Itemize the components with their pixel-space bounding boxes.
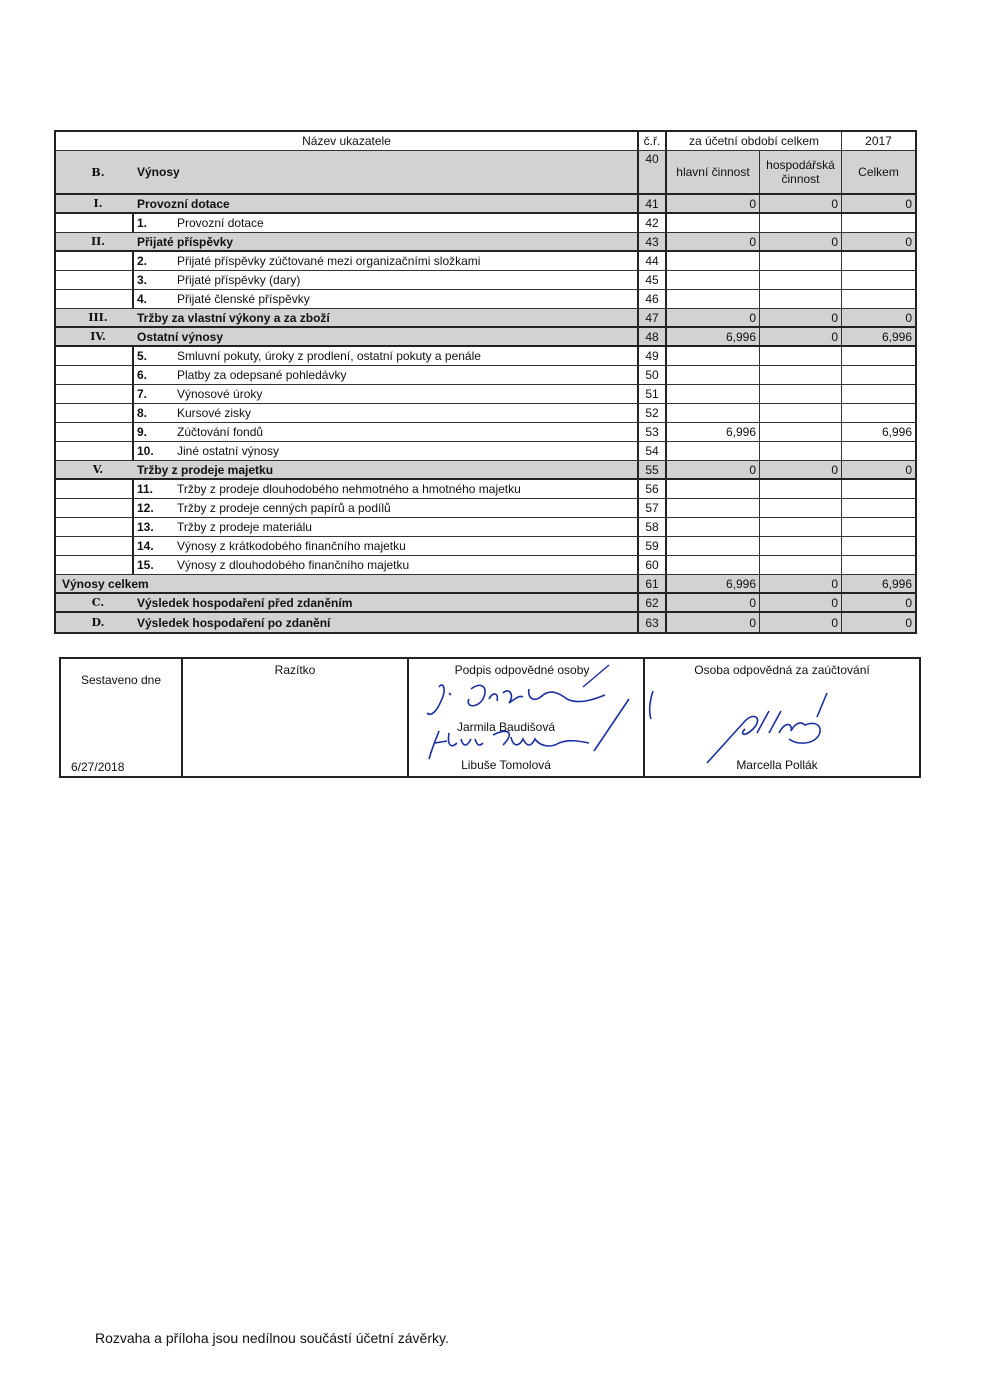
footer-note: Rozvaha a příloha jsou nedílnou součástí účetní závěrky. (95, 1330, 449, 1346)
row-label-cell (56, 518, 639, 536)
row-main-value (667, 537, 760, 555)
row-label-cell (56, 233, 639, 250)
revenue-table (54, 130, 917, 634)
row-main-value: 0 (667, 461, 760, 478)
row-main-value (667, 385, 760, 403)
accounting-column (645, 659, 919, 776)
table-row (56, 613, 915, 632)
signature-box (59, 657, 921, 778)
row-label-cell (56, 423, 639, 441)
row-number: 1. (137, 216, 148, 230)
stamp-label: Razítko (274, 663, 316, 677)
compiled-label: Sestaveno dne (80, 673, 162, 687)
section-header-row (56, 151, 915, 195)
row-econ-value (760, 480, 842, 498)
indent-blank (56, 499, 134, 517)
table-row (56, 271, 915, 290)
row-cr: 42 (639, 214, 667, 232)
row-number: 5. (137, 349, 148, 363)
row-econ-value: 0 (760, 461, 842, 478)
table-row (56, 290, 915, 309)
row-label-cell (56, 575, 639, 592)
compiled-column (61, 659, 183, 776)
row-label: Tržby z prodeje majetku (137, 462, 274, 477)
row-cr: 46 (639, 290, 667, 308)
row-label: Přijaté příspěvky zúčtované mezi organizačními složkami (177, 254, 481, 268)
row-label: Výnosy z krátkodobého finančního majetku (177, 539, 406, 553)
section-cr: 40 (639, 151, 667, 193)
row-label-cell (56, 594, 639, 611)
row-cr: 50 (639, 366, 667, 384)
indent-blank (56, 271, 134, 289)
row-code: C. (91, 596, 105, 609)
row-total-value (842, 556, 915, 574)
row-label-cell (56, 347, 639, 365)
row-label: Výnosové úroky (177, 387, 263, 401)
indent-blank (56, 537, 134, 555)
row-number: 12. (137, 501, 154, 515)
row-number: 10. (137, 444, 154, 458)
row-label-cell (56, 271, 639, 289)
table-row (56, 328, 915, 347)
table-row (56, 537, 915, 556)
row-label: Kursové zisky (177, 406, 252, 420)
row-label-cell (56, 537, 639, 555)
row-main-value (667, 252, 760, 270)
row-cr: 45 (639, 271, 667, 289)
row-econ-value (760, 214, 842, 232)
table-row (56, 423, 915, 442)
row-label: Tržby za vlastní výkony a za zboží (137, 310, 330, 325)
row-cr: 53 (639, 423, 667, 441)
responsible-label: Podpis odpovědné osoby (454, 663, 590, 677)
row-label: Zúčtování fondů (177, 425, 264, 439)
row-cr: 61 (639, 575, 667, 592)
row-label-cell (56, 442, 639, 460)
signature-pollak (645, 659, 915, 780)
responsible-person-2: Libuše Tomolová (461, 758, 551, 772)
row-label: Přijaté příspěvky (dary) (177, 273, 301, 287)
row-label: Výsledek hospodaření po zdanění (137, 615, 331, 630)
col-main-activity: hlavní činnost (667, 151, 760, 193)
row-econ-value: 0 (760, 328, 842, 345)
row-econ-value: 0 (760, 195, 842, 212)
row-main-value (667, 480, 760, 498)
section-title-cell (56, 151, 639, 193)
row-label-cell (56, 613, 639, 632)
row-main-value (667, 271, 760, 289)
row-cr: 41 (639, 195, 667, 212)
row-econ-value (760, 385, 842, 403)
indent-blank (56, 347, 134, 365)
row-label-cell (56, 309, 639, 326)
row-main-value (667, 404, 760, 422)
table-row (56, 556, 915, 575)
table-row (56, 347, 915, 366)
row-number: 2. (137, 254, 148, 268)
row-label-cell (56, 290, 639, 308)
header-name: Název ukazatele (56, 132, 639, 150)
row-label-cell (56, 556, 639, 574)
row-code: I. (93, 197, 103, 210)
row-label-cell (56, 404, 639, 422)
accounting-person: Marcella Pollák (736, 758, 818, 772)
indent-blank (56, 518, 134, 536)
row-total-value: 6,996 (881, 425, 912, 439)
table-row (56, 575, 915, 594)
table-row (56, 366, 915, 385)
table-row (56, 442, 915, 461)
row-label: Provozní dotace (137, 196, 230, 211)
row-label: Tržby z prodeje materiálu (177, 520, 312, 534)
row-econ-value: 0 (760, 233, 842, 250)
row-cr: 56 (639, 480, 667, 498)
row-econ-value (760, 404, 842, 422)
row-total-value (842, 499, 915, 517)
row-label: Ostatní výnosy (137, 329, 224, 344)
row-label-cell (56, 328, 639, 345)
row-econ-value (760, 366, 842, 384)
row-code: II. (90, 235, 106, 248)
header-period: za účetní období celkem (667, 132, 842, 150)
row-cr: 49 (639, 347, 667, 365)
indent-blank (56, 366, 134, 384)
row-main-value: 0 (667, 233, 760, 250)
accounting-label: Osoba odpovědná za zaúčtování (694, 663, 870, 677)
row-cr: 54 (639, 442, 667, 460)
row-number: 4. (137, 292, 148, 306)
row-total-value (842, 385, 915, 403)
row-label-cell (56, 214, 639, 232)
row-total-value: 0 (905, 310, 912, 325)
row-cr: 48 (639, 328, 667, 345)
table-row (56, 594, 915, 613)
row-number: 3. (137, 273, 148, 287)
row-econ-value (760, 423, 842, 441)
row-econ-value (760, 442, 842, 460)
row-econ-value: 0 (760, 575, 842, 592)
row-total-value (842, 214, 915, 232)
row-main-value: 6,996 (667, 423, 760, 441)
row-number: 6. (137, 368, 148, 382)
table-row (56, 309, 915, 328)
table-body (56, 195, 915, 632)
row-main-value (667, 442, 760, 460)
row-label-cell (56, 252, 639, 270)
section-code: B. (91, 165, 105, 179)
row-label: Jiné ostatní výnosy (177, 444, 280, 458)
row-econ-value (760, 347, 842, 365)
row-total-value (842, 347, 915, 365)
row-label-cell (56, 366, 639, 384)
header-year: 2017 (865, 134, 892, 148)
row-cr: 60 (639, 556, 667, 574)
row-main-value: 6,996 (667, 575, 760, 592)
row-econ-value: 0 (760, 309, 842, 326)
signature-tomolova (419, 659, 639, 780)
table-row (56, 195, 915, 214)
row-label-cell (56, 385, 639, 403)
row-number: 11. (137, 482, 154, 496)
indent-blank (56, 423, 134, 441)
row-code: V. (92, 463, 104, 476)
table-row (56, 252, 915, 271)
row-label: Tržby z prodeje dlouhodobého nehmotného a hmotného majetku (177, 482, 521, 496)
row-econ-value (760, 518, 842, 536)
row-number: 15. (137, 558, 154, 572)
row-label: Výsledek hospodaření před zdaněním (137, 595, 353, 610)
table-row (56, 518, 915, 537)
table-row (56, 233, 915, 252)
col-economic-activity: hospodářská činnost (760, 151, 842, 193)
row-total-value (842, 442, 915, 460)
responsible-column (409, 659, 645, 776)
row-econ-value (760, 252, 842, 270)
table-row (56, 214, 915, 233)
table-row (56, 480, 915, 499)
row-total-value: 0 (905, 615, 912, 630)
row-label-cell (56, 461, 639, 478)
row-label-cell (56, 499, 639, 517)
row-cr: 58 (639, 518, 667, 536)
row-econ-value (760, 290, 842, 308)
row-main-value (667, 499, 760, 517)
indent-blank (56, 404, 134, 422)
row-cr: 47 (639, 309, 667, 326)
row-total-value (842, 252, 915, 270)
indent-blank (56, 290, 134, 308)
indent-blank (56, 214, 134, 232)
row-cr: 63 (639, 613, 667, 632)
row-cr: 55 (639, 461, 667, 478)
row-main-value: 0 (667, 195, 760, 212)
row-total-value (842, 480, 915, 498)
row-main-value (667, 214, 760, 232)
row-label: Výnosy celkem (62, 576, 149, 591)
row-cr: 44 (639, 252, 667, 270)
compiled-date: 6/27/2018 (71, 760, 125, 774)
row-total-value: 0 (905, 234, 912, 249)
row-main-value (667, 518, 760, 536)
row-main-value (667, 366, 760, 384)
row-total-value (842, 518, 915, 536)
row-total-value (842, 290, 915, 308)
indent-blank (56, 385, 134, 403)
row-label: Přijaté členské příspěvky (177, 292, 310, 306)
row-main-value: 0 (667, 594, 760, 611)
row-label-cell (56, 195, 639, 212)
table-row (56, 385, 915, 404)
row-main-value (667, 556, 760, 574)
row-econ-value (760, 556, 842, 574)
row-econ-value: 0 (760, 613, 842, 632)
table-row (56, 461, 915, 480)
row-main-value (667, 347, 760, 365)
row-code: III. (88, 311, 108, 324)
responsible-person-1: Jarmila Baudišová (456, 720, 556, 734)
table-header-row (56, 132, 915, 151)
row-code: D. (91, 616, 105, 629)
row-cr: 43 (639, 233, 667, 250)
row-label: Přijaté příspěvky (137, 234, 234, 249)
row-econ-value (760, 499, 842, 517)
row-label: Platby za odepsané pohledávky (177, 368, 347, 382)
row-main-value (667, 290, 760, 308)
row-econ-value: 0 (760, 594, 842, 611)
row-cr: 52 (639, 404, 667, 422)
indent-blank (56, 480, 134, 498)
row-cr: 57 (639, 499, 667, 517)
row-cr: 62 (639, 594, 667, 611)
section-title: Výnosy (137, 165, 180, 179)
indent-blank (56, 442, 134, 460)
row-main-value: 0 (667, 309, 760, 326)
row-total-value: 0 (905, 462, 912, 477)
row-label: Provozní dotace (177, 216, 264, 230)
row-number: 7. (137, 387, 148, 401)
table-row (56, 499, 915, 518)
row-label-cell (56, 480, 639, 498)
row-number: 14. (137, 539, 154, 553)
row-code: IV. (90, 330, 106, 343)
row-number: 8. (137, 406, 148, 420)
row-number: 9. (137, 425, 148, 439)
row-total-value: 0 (905, 196, 912, 211)
row-total-value: 6,996 (881, 329, 912, 344)
header-cr: č.ř. (639, 132, 667, 150)
indent-blank (56, 252, 134, 270)
row-econ-value (760, 537, 842, 555)
row-label: Smluvní pokuty, úroky z prodlení, ostatní pokuty a penále (177, 349, 481, 363)
row-label: Výnosy z dlouhodobého finančního majetku (177, 558, 410, 572)
row-total-value: 6,996 (881, 576, 912, 591)
row-label: Tržby z prodeje cenných papírů a podílů (177, 501, 391, 515)
table-row (56, 404, 915, 423)
row-cr: 51 (639, 385, 667, 403)
row-main-value: 6,996 (667, 328, 760, 345)
indent-blank (56, 556, 134, 574)
row-econ-value (760, 271, 842, 289)
row-cr: 59 (639, 537, 667, 555)
row-total-value (842, 271, 915, 289)
row-total-value (842, 404, 915, 422)
row-total-value: 0 (905, 595, 912, 610)
col-total: Celkem (858, 165, 899, 179)
row-total-value (842, 366, 915, 384)
row-total-value (842, 537, 915, 555)
row-main-value: 0 (667, 613, 760, 632)
row-number: 13. (137, 520, 154, 534)
